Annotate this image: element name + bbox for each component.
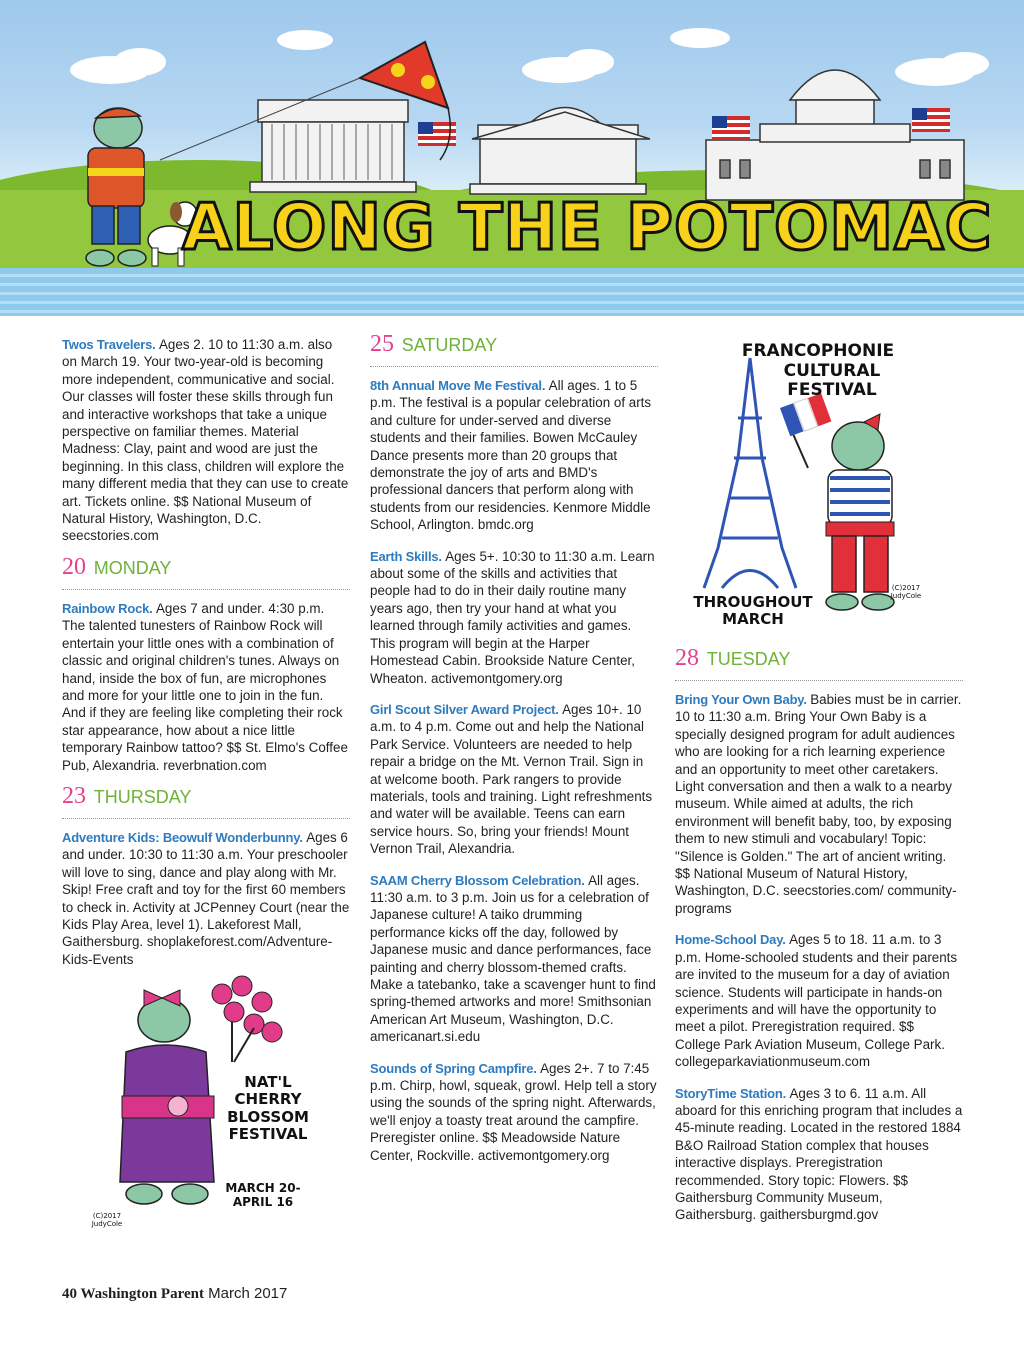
event-entry [675,691,963,917]
duration-line: MARCH [722,610,784,629]
event-description: Ages 10+. 10 a.m. to 4 p.m. Come out and help the National Park Service. Volunteers are needed to help repair a bridge on the Mt. Vernon Trail. Sign in at welcome booth. Park rangers to provide materials, tools and training. Light refreshments and water will be available. Teens can earn service hours. So, bring your friends! Mount Vernon Trail, Alexandria. [370,701,653,857]
festival-duration [688,594,818,629]
event-title: Girl Scout Silver Award Project. [370,701,563,717]
footer-date: March 2017 [203,1285,288,1302]
event-title: Earth Skills. [370,548,446,564]
event-entry [675,1085,963,1224]
event-description: All ages. 1 to 5 p.m. The festival is a popular celebration of arts and culture for under-served and diverse students and their families. Bowen McCauley Dance presents more than 20 groups that demonstrate the joy of arts and BMD's professional dancers that perform along with students from our residencies. Kenmore Middle School, Arlington. bmdc.org [370,378,652,533]
francophonie-illustration [688,338,928,638]
day-name: MONDAY [93,557,172,578]
turtle-character-icon [826,414,894,610]
event-description: Ages 6 and under. 10:30 to 11:30 a.m. Your preschooler will love to sing, dance and play along with Mr. Skip! Free craft and toy for the first 60 members to check in. Activity at JCPenney Court (near the Kids Play Area, level 1). Lakeforest Mall, Gaithersburg. shoplakeforest.com/Adventure-Kids-Events [62,829,350,967]
label-line: FESTIVAL [228,1124,308,1143]
memorial-building-icon [250,100,416,192]
event-entry [62,600,350,774]
label-line: NAT'L [244,1073,292,1091]
footer-publication: 40 Washington Parent [62,1286,204,1302]
event-entry [370,548,658,687]
day-heading [370,331,658,367]
label-line: FRANCOPHONIE [741,341,895,361]
header-banner [0,0,1024,316]
event-description: Ages 3 to 6. 11 a.m. All aboard for this enriching program that includes a 45-minute reading. Located in the restored 1884 B&O Railroad Station complex that houses interactive displays. Preregistration recommended. Story topic: Flowers. $$ Gaithersburg Community Museum, Gaithersburg. gaithersburgmd.gov [675,1085,963,1223]
french-flag-icon [780,393,831,468]
event-description: Babies must be in carrier. 10 to 11:30 a.m. Bring Your Own Baby is a specially designed program for adult audiences who are looking for a rich learning experience and an opportunity to meet other caretakers. Light conversation and then a walk to a nearby museum. While aimed at adults, the rich environment will benefit baby, too, by exposing them to new stimuli and vocabulary! Topic: "Silence is Golden." The art of ancient writing. $$ National Museum of Natural History, Washington, D.C. seecstories.com/ community-programs [675,692,962,916]
day-name: THURSDAY [93,786,192,807]
event-title: SAAM Cherry Blossom Celebration. [370,872,589,888]
column-1 [62,336,350,982]
day-name: SATURDAY [401,335,498,355]
label-line: FESTIVAL [787,380,877,401]
day-number: 23 [62,782,86,809]
day-number: 20 [62,553,86,580]
event-entry [370,377,658,534]
artist-signature: (C)2017 JudyCole [91,1212,123,1229]
label-line: BLOSSOM [227,1107,309,1126]
date-line: MARCH 20- [225,1181,301,1195]
event-entry [675,931,963,1070]
event-title: Rainbow Rock. [62,600,156,616]
banner-title: ALONG THE POTOMAC [182,191,993,265]
event-description: All ages. 11:30 a.m. to 3 p.m. Join us for a celebration of Japanese culture! A taiko drumming performance kicks off the day, followed by Japanese music and dance performances, face painting and cherry blossom-themed crafts. Make a tatebanko, take a scavenger hunt to find spring-themed artworks and more! Smithsonian American Art Museum, Washington, D.C. americanart.si.edu [370,872,656,1045]
artist-signature: (C)2017 JudyCole [890,584,922,601]
event-title: Home-School Day. [675,932,790,948]
cherry-blossom-illustration [82,972,322,1242]
event-description: Ages 2+. 7 to 7:45 p.m. Chirp, howl, squeak, growl. Help tell a story using the sounds of the spring night. Afterwards, we'll enjoy a toasty treat around the campfire. Preregister online. $$ Meadowside Nature Center, Rockville. activemontgomery.org [370,1060,657,1163]
event-entry [370,1060,658,1164]
day-heading [62,553,350,590]
festival-dates [208,1182,318,1210]
festival-label [728,342,908,401]
event-entry [370,701,658,858]
column-2 [370,331,658,1178]
column-3 [675,645,963,1238]
event-description: Ages 7 and under. 4:30 p.m. The talented tunesters of Rainbow Rock will entertain your little ones with a combination of classic and original children's tunes. Always on hand, inside the box of fun, are microphones and more for your little one to join in the fun. And if they are feeling like completing their rock star appearance, how about a nice little temporary Rainbow tattoo? $$ St. Elmo's Coffee Pub, Alexandria. reverbnation.com [62,600,348,773]
day-name: TUESDAY [706,649,791,669]
label-line: CULTURAL [783,360,881,381]
duration-line: THROUGHOUT [693,593,813,611]
label-line: CHERRY [234,1090,302,1109]
event-title: 8th Annual Move Me Festival. [370,378,549,393]
event-title: StoryTime Station. [675,1085,790,1101]
event-entry [62,829,350,968]
dome-building-icon [470,108,650,195]
event-description: Ages 5 to 18. 11 a.m. to 3 p.m. Home-schooled students and their parents are invited to the museum for a day of aviation science. Students will participate in hands-on experiments and will have the opportunity to meet a pilot. Preregistration required. $$ College Park Aviation Museum, College Park. collegeparkaviationmuseum.com [675,932,958,1070]
event-description: Ages 2. 10 to 11:30 a.m. also on March 19. Your two-year-old is becoming more independent, communicative and social. Our classes will foster these skills through fun and interactive workshops that take a unique perspective on familiar themes. Material Madness: Clay, paint and wood are just the beginning. In this class, children will explore the many different media that they can use to create art. Tickets online. $$ National Museum of Natural History, Washington, D.C. seecstories.com [62,337,349,544]
festival-label [218,1074,318,1143]
event-description: Ages 5+. 10:30 to 11:30 a.m. Learn about some of the skills and activities that people had to do in their daily routine many years ago, then try your hand at what you learned through family activities and games. This program will begin at the Harper Homestead Cabin. Brookside Nature Center, Wheaton. activemontgomery.org [370,548,655,686]
event-entry [62,336,350,545]
event-entry [370,872,658,1046]
date-line: APRIL 16 [232,1194,294,1209]
turtle-character-icon [86,108,146,266]
event-title: Bring Your Own Baby. [675,692,811,707]
day-heading [62,782,350,819]
day-heading [675,645,963,681]
day-number: 28 [675,645,699,671]
day-number: 25 [370,331,394,357]
page-footer [62,1285,287,1303]
event-title: Adventure Kids: Beowulf Wonderbunny. [62,829,307,845]
event-title: Sounds of Spring Campfire. [370,1060,541,1076]
event-title: Twos Travelers. [62,337,159,352]
banner-illustration [0,0,1024,316]
